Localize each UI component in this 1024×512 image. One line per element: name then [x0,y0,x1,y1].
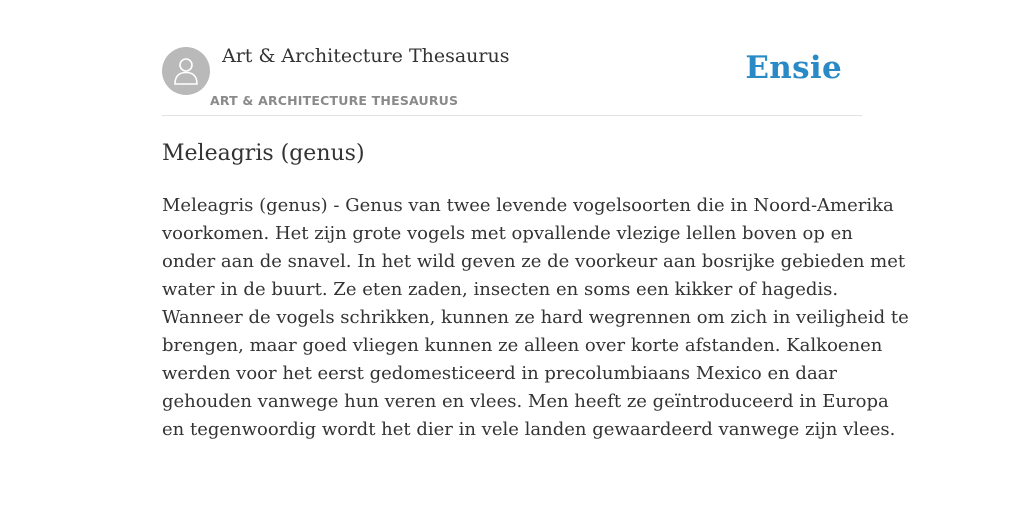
user-silhouette-icon [174,57,198,85]
source-name[interactable]: ART & ARCHITECTURE THESAURUS [210,93,459,108]
article-body-line: brengen, maar goed vliegen kunnen ze alleen over korte afstanden. Kalkoenen [162,335,883,356]
article-title: Meleagris (genus) [162,141,365,166]
article-body-line: water in de buurt. Ze eten zaden, insecten en soms een kikker of hagedis. [162,279,839,300]
article-body [162,192,909,444]
article-body-line: onder aan de snavel. In het wild geven ze de voorkeur aan bosrijke gebieden met [162,251,906,272]
article-body-line: en tegenwoordig wordt het dier in vele landen gewaardeerd vanwege zijn vlees. [162,419,896,440]
article-body-line: werden voor het eerst gedomesticeerd in precolumbiaans Mexico en daar [162,363,838,384]
article-body-line: Meleagris (genus) - Genus van twee levende vogelsoorten die in Noord-Amerika [162,195,894,216]
article-body-line: Wanneer de vogels schrikken, kunnen ze hard wegrennen om zich in veiligheid te [162,307,909,328]
avatar[interactable] [162,47,210,95]
article-body-line: gehouden vanwege hun veren en vlees. Men heeft ze geïntroduceerd in Europa [162,391,889,412]
author-name[interactable]: Art & Architecture Thesaurus [222,45,510,67]
header [162,0,862,116]
ensie-logo[interactable]: Ensie [745,50,842,86]
article-body-line: voorkomen. Het zijn grote vogels met opvallende vlezige lellen boven op en [162,223,853,244]
